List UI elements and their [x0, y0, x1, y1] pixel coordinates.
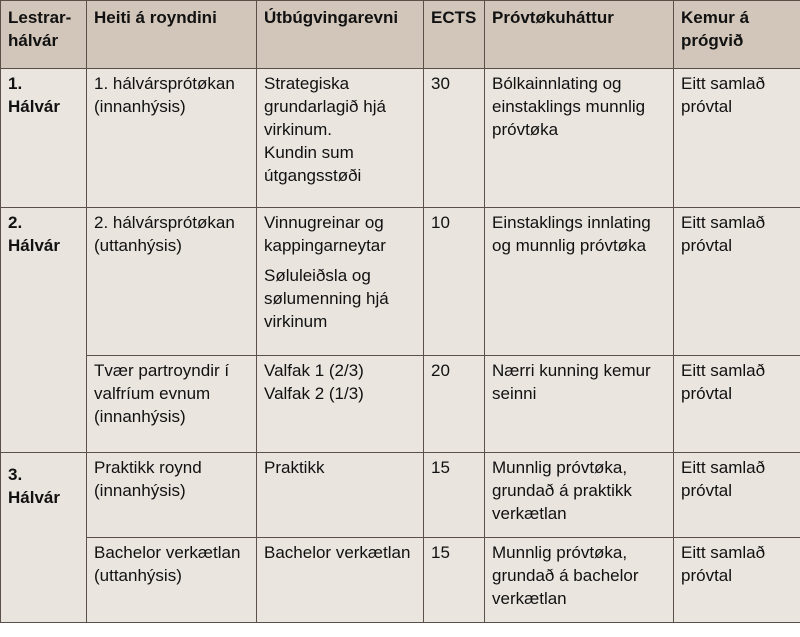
semester-cell [1, 453, 87, 623]
subject-cell [257, 453, 424, 538]
table-row [1, 453, 800, 538]
subject-line: Valfak 1 (2/3) [264, 361, 364, 380]
exam-title-cell: 1. hálvársprótøkan (innanhýsis) [87, 69, 257, 208]
semester-number: 2. [8, 213, 23, 232]
subject-line: Praktikk [264, 458, 325, 477]
in-diploma-cell: Eitt samlað próvtal [674, 69, 800, 208]
ects-cell: 10 [424, 208, 485, 356]
in-diploma-cell: Eitt samlað próvtal [674, 208, 800, 356]
semester-label: Hálvár [8, 97, 60, 116]
exam-form-cell: Munnlig próvtøka, grundað á praktikk verkætlan [485, 453, 674, 538]
in-diploma-cell: Eitt samlað próvtal [674, 356, 800, 453]
exam-title-cell: Bachelor verkætlan (uttanhýsis) [87, 538, 257, 623]
subject-line: Vinnugreinar og kappingarneytar [264, 213, 386, 255]
ects-cell: 30 [424, 69, 485, 208]
exam-form-cell: Bólkainnlating og einstaklings munnlig próvtøka [485, 69, 674, 208]
subject-cell [257, 356, 424, 453]
subject-cell [257, 69, 424, 208]
in-diploma-cell: Eitt samlað próvtal [674, 453, 800, 538]
semester-cell [1, 208, 87, 453]
header-subject: Útbúgvingarevni [257, 1, 424, 69]
exam-title-cell: Tvær partroyndir í valfríum evnum (innanhýsis) [87, 356, 257, 453]
subject-cell [257, 208, 424, 356]
exam-form-cell: Munnlig próvtøka, grundað á bachelor verkætlan [485, 538, 674, 623]
table-row [1, 356, 800, 453]
subject-cell [257, 538, 424, 623]
subject-line: Strategiska grundarlagið hjá virkinum. [264, 74, 386, 139]
subject-line: Søluleiðsla og sølumenning hjá virkinum [264, 266, 389, 331]
header-ects: ECTS [424, 1, 485, 69]
table-row [1, 69, 800, 208]
exam-title-cell: 2. hálvársprótøkan (uttanhýsis) [87, 208, 257, 356]
header-in-diploma: Kemur á prógvið [674, 1, 800, 69]
semester-label: Hálvár [8, 488, 60, 507]
table-header-row [1, 1, 800, 69]
in-diploma-cell: Eitt samlað próvtal [674, 538, 800, 623]
semester-number: 1. [8, 74, 23, 93]
subject-line: Bachelor verkætlan [264, 543, 411, 562]
header-exam-form: Próvtøkuháttur [485, 1, 674, 69]
semester-cell [1, 69, 87, 208]
exam-title-cell: Praktikk roynd (innanhýsis) [87, 453, 257, 538]
ects-cell: 20 [424, 356, 485, 453]
ects-cell: 15 [424, 453, 485, 538]
table-row [1, 208, 800, 356]
exam-form-cell: Nærri kunning kemur seinni [485, 356, 674, 453]
header-exam-title: Heiti á royndini [87, 1, 257, 69]
ects-cell: 15 [424, 538, 485, 623]
exam-form-cell: Einstaklings innlating og munnlig próvtøka [485, 208, 674, 356]
header-semester: Lestrar- hálvár [1, 1, 87, 69]
subject-line: Valfak 2 (1/3) [264, 384, 364, 403]
semester-label: Hálvár [8, 236, 60, 255]
subject-line: Kundin sum útgangsstøði [264, 143, 362, 185]
semester-number: 3. [8, 465, 23, 484]
table-row [1, 538, 800, 623]
